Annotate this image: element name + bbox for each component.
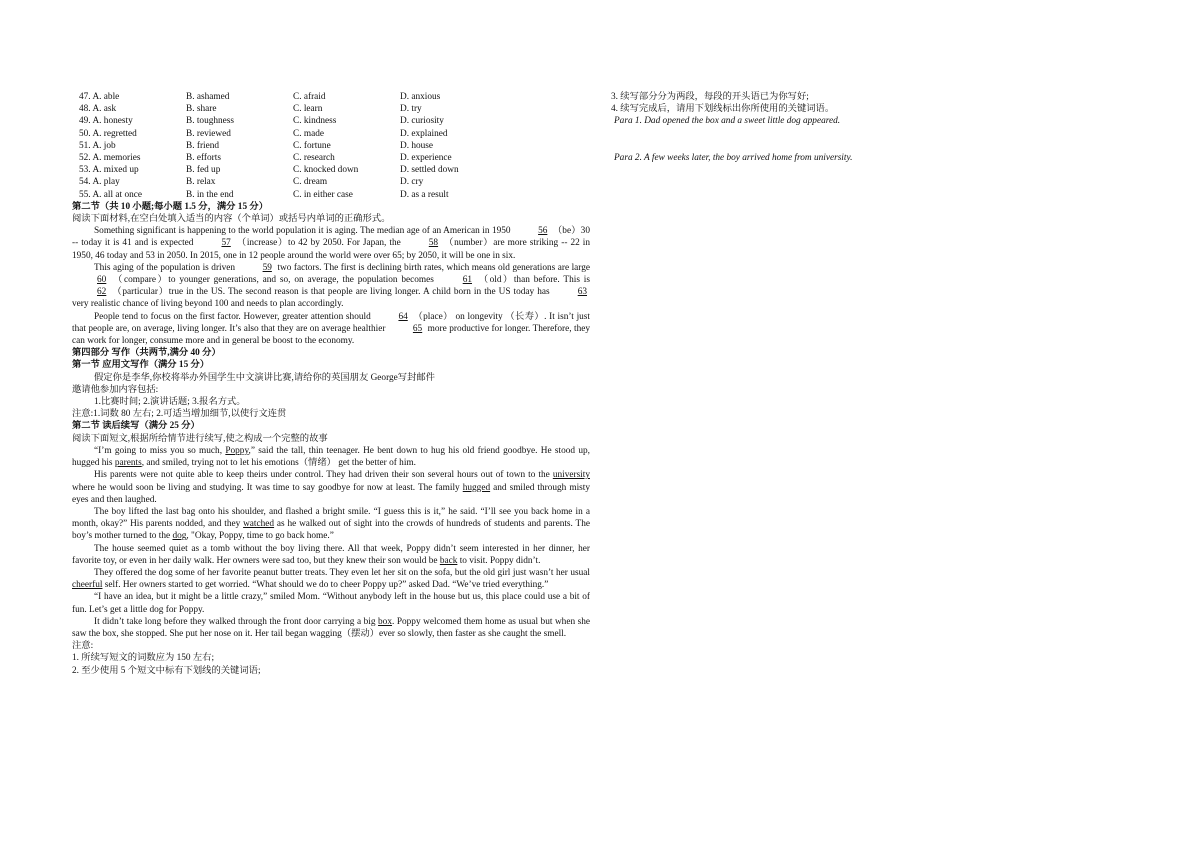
keyword-dog: dog (172, 531, 187, 542)
story-paragraph-4 (72, 543, 590, 567)
blank-59[interactable]: 59 (262, 262, 272, 273)
story-text: , and smiled, trying not to let his emotions（情绪） get the better of him. (141, 458, 416, 469)
blank-56[interactable]: 56 (538, 226, 548, 237)
option-d[interactable]: D. curiosity (400, 116, 444, 127)
right-column (611, 91, 911, 164)
passage-text: （be）30 -- today it is 41 and is expected (72, 226, 590, 249)
option-row (79, 91, 520, 103)
writing-section1-items: 1.比赛时间; 2.演讲话题; 3.报名方式。 (94, 397, 246, 408)
writing-section2-title: 第二节 读后续写（满分 25 分） (72, 421, 200, 432)
option-c[interactable]: C. made (293, 128, 324, 139)
option-a[interactable] (79, 152, 186, 164)
question-number: 55. (79, 189, 91, 200)
option-row (79, 115, 520, 127)
option-b[interactable]: B. share (186, 104, 217, 115)
story-text: as he walked out of sight into the crowds of hundreds of students and parents. The boy’s mother turned to the (72, 519, 590, 542)
option-row (79, 189, 520, 201)
story-text: where he would soon be living and studying. It was time to say goodbye for now at least. The family (72, 482, 460, 493)
passage-text: （number）are more striking -- 22 in 1950, 46 today and 53 in 2050. In 2015, one in 12 people around the world were over 65; by 2050, it will be one in six. (72, 238, 591, 261)
story-text: , "Okay, Poppy, time to go back home.” (186, 531, 334, 542)
option-a[interactable] (79, 189, 186, 201)
story-paragraph-1 (72, 445, 590, 469)
story-text: The house seemed quiet as a tomb without the boy living there. All that week, Poppy didn’t seem interested in her dinner, her favorite toy, or even in her daily walk. Her owners were sad too, but they knew their son would be (72, 543, 590, 566)
option-b[interactable]: B. relax (186, 177, 216, 188)
question-number: 47. (79, 92, 91, 102)
option-c[interactable]: C. afraid (293, 92, 326, 102)
option-a-text: A. memories (92, 153, 141, 164)
story-text: The boy lifted the last bag onto his shoulder, and flashed a bright smile. “I guess this is it,” he said. “I’ll see you back home in a month, okay?” His parents nodded, and they (72, 506, 590, 530)
notes-label: 注意: (72, 641, 94, 652)
question-number: 51. (79, 140, 91, 151)
option-row (79, 140, 520, 152)
keyword-hugged: hugged (462, 482, 491, 493)
passage-text: （increase）to 42 by 2050. For Japan, the (236, 238, 401, 249)
keyword-cheerful: cheerful (72, 580, 103, 591)
question-number: 52. (79, 153, 91, 164)
story-paragraph-2 (72, 469, 590, 506)
passage-text: Something significant is happening to the world population it is aging. The median age of an American in 1950 (94, 226, 511, 237)
passage-text: （old）than before. This is (478, 275, 590, 286)
story-text: self. Her owners started to get worried. “What should we do to cheer Poppy up?” asked Dad. “We’ve tried everything.” (104, 580, 549, 591)
passage-text: （particular）true in the US. The second reason is that people are living longer. A child born in the US today has (112, 287, 550, 298)
para-1-prompt: Para 1. Dad opened the box and a sweet little dog appeared. (614, 116, 841, 127)
note-2: 2. 至少使用 5 个短文中标有下划线的关键词语; (72, 665, 261, 676)
passage-text: very realistic chance of living beyond 100 and needs to plan accordingly. (72, 299, 344, 310)
question-number: 48. (79, 104, 91, 115)
passage-text: This aging of the population is driven (94, 262, 236, 273)
blank-57[interactable]: 57 (221, 238, 231, 249)
writing-section1-note: 注意:1.词数 80 左右; 2.可适当增加细节,以使行文连贯 (72, 409, 287, 420)
blank-58[interactable]: 58 (428, 238, 439, 249)
story-text: It didn’t take long before they walked through the front door carrying a big (94, 616, 376, 627)
passage-text: （place） on longevity （长寿）. It isn’t just that people are, on average, living longer. It’s also that they are on average healthier (72, 311, 591, 334)
question-number: 49. (79, 116, 91, 127)
blank-61[interactable]: 61 (462, 275, 472, 286)
story-text: They offered the dog some of her favorite peanut butter treats. They even let her sit on the sofa, but the old girl just wasn’t her usual (94, 567, 590, 578)
option-row (79, 176, 520, 188)
story-paragraph-7 (72, 616, 590, 640)
passage-text: People tend to focus on the first factor. However, greater attention should (94, 311, 371, 322)
option-c[interactable]: C. kindness (293, 116, 337, 127)
option-d[interactable]: D. house (400, 140, 434, 151)
option-d[interactable]: D. cry (400, 177, 424, 188)
option-a[interactable] (79, 176, 186, 188)
story-paragraph-6 (72, 591, 590, 615)
part4-title: 第四部分 写作（共两节,满分 40 分） (72, 348, 221, 359)
option-b[interactable]: B. reviewed (186, 128, 231, 139)
option-a[interactable] (79, 140, 186, 152)
option-d[interactable]: D. experience (400, 153, 452, 164)
story-text: His parents were not quite able to keep theirs under control. They had driven their son several hours out of town to the (94, 470, 550, 481)
option-b[interactable]: B. ashamed (186, 92, 230, 102)
passage-text: more productive for longer. Therefore, they can work for longer, consume more and in general be boost to the economy. (72, 323, 591, 347)
keyword-poppy: Poppy (225, 445, 249, 456)
question-number: 50. (79, 128, 91, 139)
option-a[interactable] (79, 164, 186, 176)
option-d[interactable]: D. try (400, 104, 422, 115)
option-c[interactable]: C. knocked down (293, 165, 359, 176)
option-c[interactable]: C. dream (293, 177, 328, 188)
option-a[interactable] (79, 103, 186, 115)
note-1: 1. 所续写短文的词数应为 150 左右; (72, 653, 215, 664)
blank-65[interactable]: 65 (412, 323, 423, 334)
blank-60[interactable]: 60 (97, 275, 107, 286)
keyword-parents: parents (114, 458, 142, 469)
option-d[interactable]: D. explained (400, 128, 448, 139)
keyword-university: university (552, 470, 590, 481)
option-d[interactable]: D. as a result (400, 189, 449, 200)
blank-64[interactable]: 64 (398, 311, 408, 322)
story-text: “I’m going to miss you so much, (94, 445, 223, 456)
option-a[interactable] (79, 128, 186, 140)
option-c[interactable]: C. fortune (293, 140, 331, 151)
option-a-text: A. ask (92, 104, 117, 115)
writing-section1-invite: 邀请他参加内容包括: (72, 384, 159, 395)
option-d[interactable]: D. anxious (400, 92, 441, 102)
passage-paragraph-1 (72, 225, 590, 262)
writing-space[interactable] (611, 128, 911, 152)
story-text: ,” said the tall, thin teenager. He bent down to hug his old friend goodbye. He stood up, hugged his (72, 445, 590, 469)
option-c[interactable]: C. research (293, 153, 335, 164)
option-a[interactable] (79, 115, 186, 127)
option-a-text: A. mixed up (92, 165, 139, 176)
keyword-box: box (378, 616, 392, 627)
option-c[interactable]: C. learn (293, 104, 323, 115)
option-d[interactable]: D. settled down (400, 165, 459, 176)
option-row (79, 164, 520, 176)
option-row (79, 152, 520, 164)
option-row (79, 103, 520, 115)
option-a-text: A. job (92, 140, 116, 151)
writing-section2-instruction: 阅读下面短文,根据所给情节进行续写,使之构成一个完整的故事 (72, 433, 328, 444)
option-b[interactable]: B. toughness (186, 116, 235, 127)
story-paragraph-5 (72, 567, 590, 591)
question-number: 53. (79, 165, 91, 176)
story-text: and smiled through misty eyes and then laughed. (72, 482, 590, 505)
passage-text: two factors. The first is declining birth rates, which means old generations are large (277, 262, 591, 273)
keyword-watched: watched (243, 519, 275, 530)
writing-section1-title: 第一节 应用文写作（满分 15 分） (72, 360, 210, 371)
option-row (79, 128, 520, 140)
option-a[interactable] (79, 91, 186, 103)
blank-62[interactable]: 62 (97, 287, 107, 298)
story-text: . Poppy welcomed them home as usual but when she saw the box, she stopped. She put her nose on it. Her tail began wagging（摆动）ever so slowly, then faster as she caught the smell. (72, 616, 591, 639)
option-c[interactable]: C. in either case (293, 189, 353, 200)
note-4: 4. 续写完成后，请用下划线标出你所使用的关键词语。 (611, 104, 835, 115)
options-table (79, 91, 520, 201)
story-paragraph-3 (72, 506, 590, 543)
passage-paragraph-3 (72, 311, 590, 348)
left-column (72, 91, 590, 677)
section2-instruction: 阅读下面材料,在空白处填入适当的内容（个单词）或括号内单词的正确形式。 (72, 214, 391, 225)
writing-section1-prompt: 假定你是李华,你校将举办外国学生中文演讲比赛,请给你的英国朋友 George写封邮件 (94, 372, 435, 383)
option-b[interactable]: B. efforts (186, 153, 221, 164)
option-b[interactable]: B. in the end (186, 189, 234, 200)
option-a-text: A. all at once (92, 189, 142, 200)
story-text: to visit. Poppy didn’t. (459, 555, 541, 566)
passage-text: （compare）to younger generations, and so, on average, the population becomes (113, 275, 434, 286)
question-number: 54. (79, 177, 91, 188)
option-a-text: A. able (92, 92, 120, 102)
para-2-prompt: Para 2. A few weeks later, the boy arrived home from university. (614, 152, 853, 163)
option-a-text: A. honesty (92, 116, 133, 127)
section2-title: 第二节（共 10 小题;每小题 1.5 分，满分 15 分） (72, 201, 269, 212)
passage-paragraph-2 (72, 262, 590, 311)
blank-63[interactable]: 63 (577, 287, 587, 298)
option-a-text: A. regretted (92, 128, 137, 139)
keyword-back: back (439, 555, 458, 566)
option-b[interactable]: B. friend (186, 140, 220, 151)
note-3: 3. 续写部分分为两段，每段的开头语已为你写好; (611, 92, 809, 102)
option-a-text: A. play (92, 177, 120, 188)
option-b[interactable]: B. fed up (186, 165, 221, 176)
story-text: “I have an idea, but it might be a little crazy,” smiled Mom. “Without anybody left in the house but us, this place could use a bit of fun. Let’s get a little dog for Poppy. (72, 592, 590, 615)
